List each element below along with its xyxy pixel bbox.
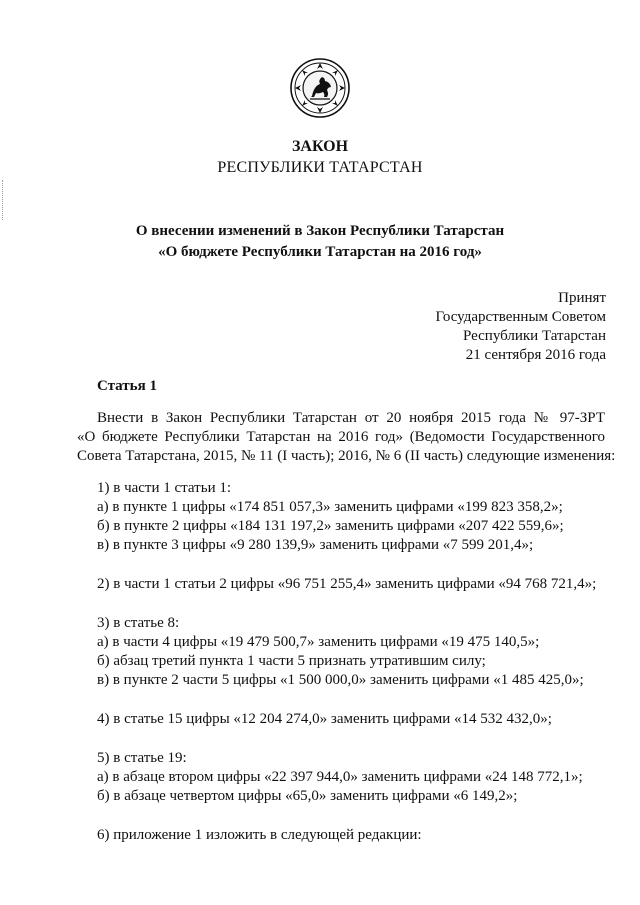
intro-line-3: Совета Татарстана, 2015, № 11 (I часть); 2016, № 6 (II часть) следующие изменения: [77,448,616,464]
item-3-heading: 3) в статье 8: [97,615,180,631]
item-4: 4) в статье 15 цифры «12 204 274,0» заменить цифрами «14 532 432,0»; [97,711,552,727]
item-1-b: б) в пункте 2 цифры «184 131 197,2» заменить цифрами «207 422 559,6»; [97,518,564,534]
adoption-block [436,289,607,365]
spacer [97,594,617,614]
law-subject-line-2: «О бюджете Республики Татарстан на 2016 год» [158,244,482,260]
item-5-heading: 5) в статье 19: [97,750,187,766]
scan-edge-marks [2,180,5,220]
item-6: 6) приложение 1 изложить в следующей редакции: [97,827,422,843]
coat-of-arms-emblem [290,58,350,118]
item-1-a: а) в пункте 1 цифры «174 851 057,3» заменить цифрами «199 823 358,2»; [97,499,563,515]
adopted-by: Государственным Советом [435,309,606,325]
law-subject-line-1: О внесении изменений в Закон Республики Татарстан [135,223,505,239]
republic-title: РЕСПУБЛИКИ ТАТАРСТАН [217,159,423,176]
intro-line-2: «О бюджете Республики Татарстан на 2016 год» (Ведомости Государственного [77,429,605,445]
item-2: 2) в части 1 статьи 2 цифры «96 751 255,4» заменить цифрами «94 768 721,4»; [97,576,597,592]
item-5-b: б) в абзаце четвертом цифры «65,0» заменить цифрами «6 149,2»; [97,788,518,804]
adopted-label: Принят [558,290,606,306]
item-3-c: в) в пункте 2 части 5 цифры «1 500 000,0» заменить цифрами «1 485 425,0»; [97,672,584,688]
adoption-date: 21 сентября 2016 года [465,347,606,363]
spacer [97,729,617,749]
item-1-c: в) в пункте 3 цифры «9 280 139,9» заменить цифрами «7 599 201,4»; [97,537,534,553]
article-heading: Статья 1 [97,378,157,394]
adopted-by-republic: Республики Татарстан [462,328,606,344]
spacer [97,555,617,575]
item-3-b: б) абзац третий пункта 1 части 5 признать утратившим силу; [97,653,486,669]
item-5-a: а) в абзаце втором цифры «22 397 944,0» заменить цифрами «24 148 772,1»; [97,769,583,785]
item-3-a: а) в части 4 цифры «19 479 500,7» заменить цифрами «19 475 140,5»; [97,634,540,650]
spacer [97,806,617,826]
item-1-heading: 1) в части 1 статьи 1: [97,480,232,496]
law-title: ЗАКОН [291,138,349,155]
intro-line-1: Внести в Закон Республики Татарстан от 20 ноября 2015 года № 97-ЗРТ [97,410,605,426]
article-intro [77,409,616,466]
spacer [97,690,617,710]
amendments-list [97,479,617,845]
